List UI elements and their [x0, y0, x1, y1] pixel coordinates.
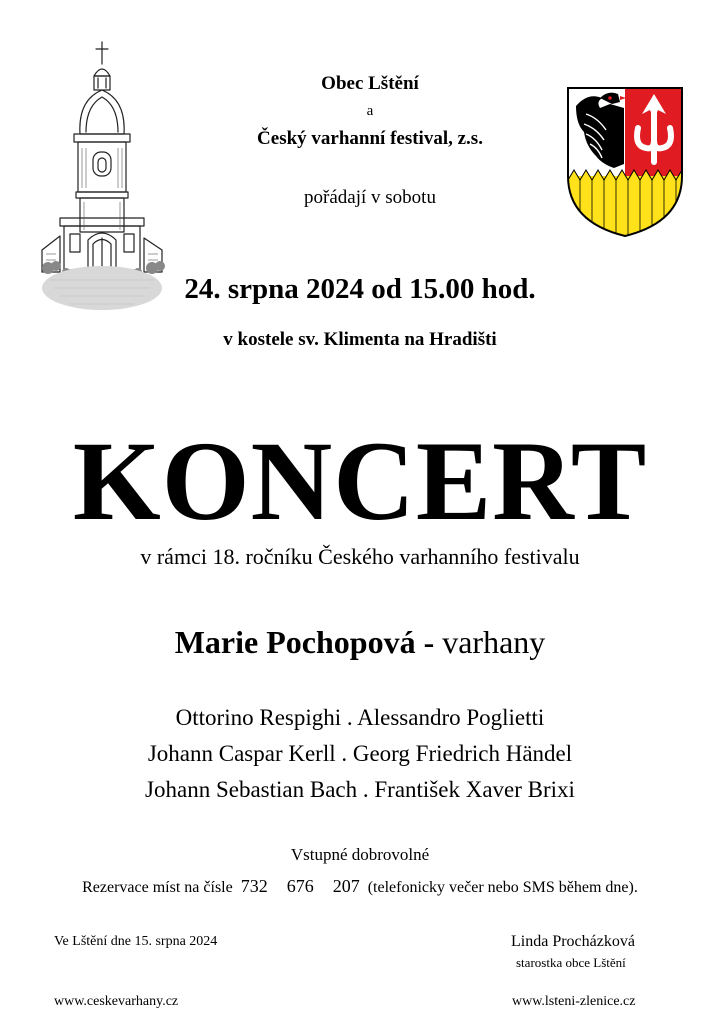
website-left: www.ceskevarhany.cz	[54, 994, 179, 1009]
performer-name: Marie Pochopová -	[174, 624, 435, 660]
signer-name: Linda Procházková	[511, 933, 635, 950]
place-and-date: Ve Lštění dne 15. srpna 2024	[54, 934, 218, 949]
reservation-phone: 732 676 207	[240, 876, 360, 896]
composer-line: Johann Caspar Kerll . Georg Friedrich Händel	[147, 741, 573, 766]
church-illustration	[36, 40, 168, 312]
event-location: v kostele sv. Klimenta na Hradišti	[223, 329, 497, 350]
event-date-time: 24. srpna 2024 od 15.00 hod.	[184, 273, 536, 305]
signer-role: starostka obce Lštění	[516, 955, 626, 970]
reservation-line	[0, 876, 720, 897]
performer	[0, 624, 720, 661]
reservation-prefix: Rezervace míst na čísle	[82, 879, 233, 896]
organizer-primary: Obec Lštění	[321, 73, 419, 94]
performer-instrument: varhany	[442, 624, 546, 660]
admission-label: Vstupné dobrovolné	[290, 845, 430, 864]
website-right: www.lsteni-zlenice.cz	[512, 994, 636, 1009]
festival-note: v rámci 18. ročníku Českého varhanního festivalu	[140, 544, 580, 569]
event-title: KONCERT	[72, 419, 648, 544]
coat-of-arms	[562, 84, 688, 240]
composer-line: Johann Sebastian Bach . František Xaver Brixi	[145, 777, 575, 802]
organizer-subtitle: pořádají v sobotu	[304, 187, 436, 208]
reservation-suffix: (telefonicky večer nebo SMS během dne).	[367, 879, 638, 896]
composer-line: Ottorino Respighi . Alessandro Poglietti	[175, 705, 545, 730]
organizer-connector: a	[366, 103, 374, 119]
organizer-secondary: Český varhanní festival, z.s.	[257, 128, 483, 149]
